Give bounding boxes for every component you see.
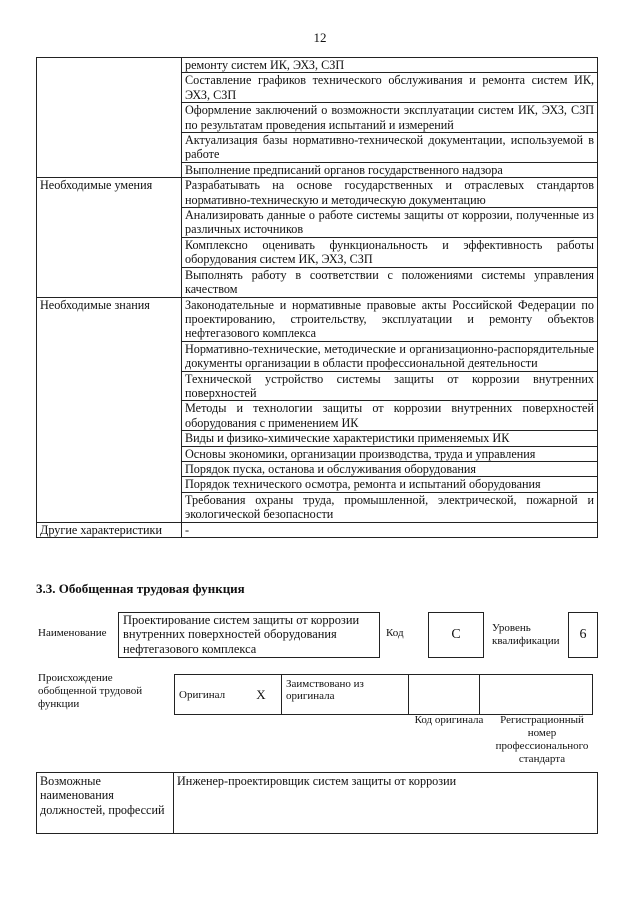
job-titles-label: Возможные наименования должностей, профессий — [37, 773, 174, 834]
code-original-caption: Код оригинала — [414, 714, 484, 726]
table-row — [37, 58, 598, 73]
row-label: Другие характеристики — [37, 522, 182, 537]
row-value: Выполнять работу в соответствии с положениями системы управления качеством — [182, 267, 598, 297]
row-label: Необходимые умения — [37, 178, 182, 297]
reg-number-caption: Регистрационный номер профессионального стандарта — [495, 714, 589, 765]
row-label: Необходимые знания — [37, 297, 182, 522]
level-label: Уровень квалификации — [492, 622, 560, 647]
row-value: Анализировать данные о работе системы защиты от коррозии, полученные из различных источников — [182, 208, 598, 238]
row-value: Оформление заключений о возможности эксплуатации систем ИК, ЭХЗ, СЗП по результатам проведения испытаний и измерений — [182, 103, 598, 133]
row-value: Требования охраны труда, промышленной, электрической, пожарной и экологической безопасности — [182, 492, 598, 522]
row-value: ремонту систем ИК, ЭХЗ, СЗП — [182, 58, 598, 73]
row-value: Порядок технического осмотра, ремонта и испытаний оборудования — [182, 477, 598, 492]
function-name-box: Проектирование систем защиты от коррозии внутренних поверхностей оборудования нефтегазового комплекса — [118, 612, 380, 658]
row-label — [37, 58, 182, 178]
table-row — [37, 522, 598, 537]
row-value: Основы экономики, организации производства, труда и управления — [182, 446, 598, 461]
job-titles-value: Инженер-проектировщик систем защиты от коррозии — [174, 773, 598, 834]
section-title: 3.3. Обобщенная трудовая функция — [36, 581, 245, 596]
table-row — [37, 178, 598, 208]
row-value: Методы и технологии защиты от коррозии внутренних поверхностей оборудования с применением ИК — [182, 401, 598, 431]
page-number: 12 — [313, 30, 327, 45]
table-row — [37, 297, 598, 341]
name-label: Наименование — [38, 627, 107, 639]
origin-table — [174, 674, 593, 715]
code-original-cell — [409, 675, 480, 715]
original-mark: Х — [241, 675, 282, 715]
level-value-box: 6 — [568, 612, 598, 658]
row-value: Нормативно-технические, методические и организационно-распорядительные документы организации в области профессиональной деятельности — [182, 341, 598, 371]
code-value-box: С — [428, 612, 484, 658]
row-value: Комплексно оценивать функциональность и эффективность работы оборудования систем ИК, ЭХЗ, СЗП — [182, 237, 598, 267]
row-value: Технической устройство системы защиты от коррозии внутренних поверхностей — [182, 371, 598, 401]
row-value: Выполнение предписаний органов государственного надзора — [182, 162, 598, 177]
row-value: Актуализация базы нормативно-технической документации, используемой в работе — [182, 133, 598, 163]
borrowed-label: Заимствовано из оригинала — [282, 675, 409, 715]
row-value: Разрабатывать на основе государственных и отраслевых стандартов нормативно-техническую и методическую документацию — [182, 178, 598, 208]
requirements-table — [36, 57, 598, 538]
row-value: Виды и физико-химические характеристики применяемых ИК — [182, 431, 598, 446]
origin-label: Происхождение обобщенной трудовой функции — [38, 672, 143, 710]
row-value: - — [182, 522, 598, 537]
code-label: Код — [386, 627, 404, 639]
original-label: Оригинал — [175, 675, 242, 715]
row-value: Порядок пуска, останова и обслуживания оборудования — [182, 461, 598, 476]
reg-number-cell — [480, 675, 593, 715]
job-titles-table — [36, 772, 598, 834]
row-value: Составление графиков технического обслуживания и ремонта систем ИК, ЭХЗ, СЗП — [182, 73, 598, 103]
row-value: Законодательные и нормативные правовые акты Российской Федерации по проектированию, строительству, эксплуатации и ремонту объектов нефтегазового комплекса — [182, 297, 598, 341]
